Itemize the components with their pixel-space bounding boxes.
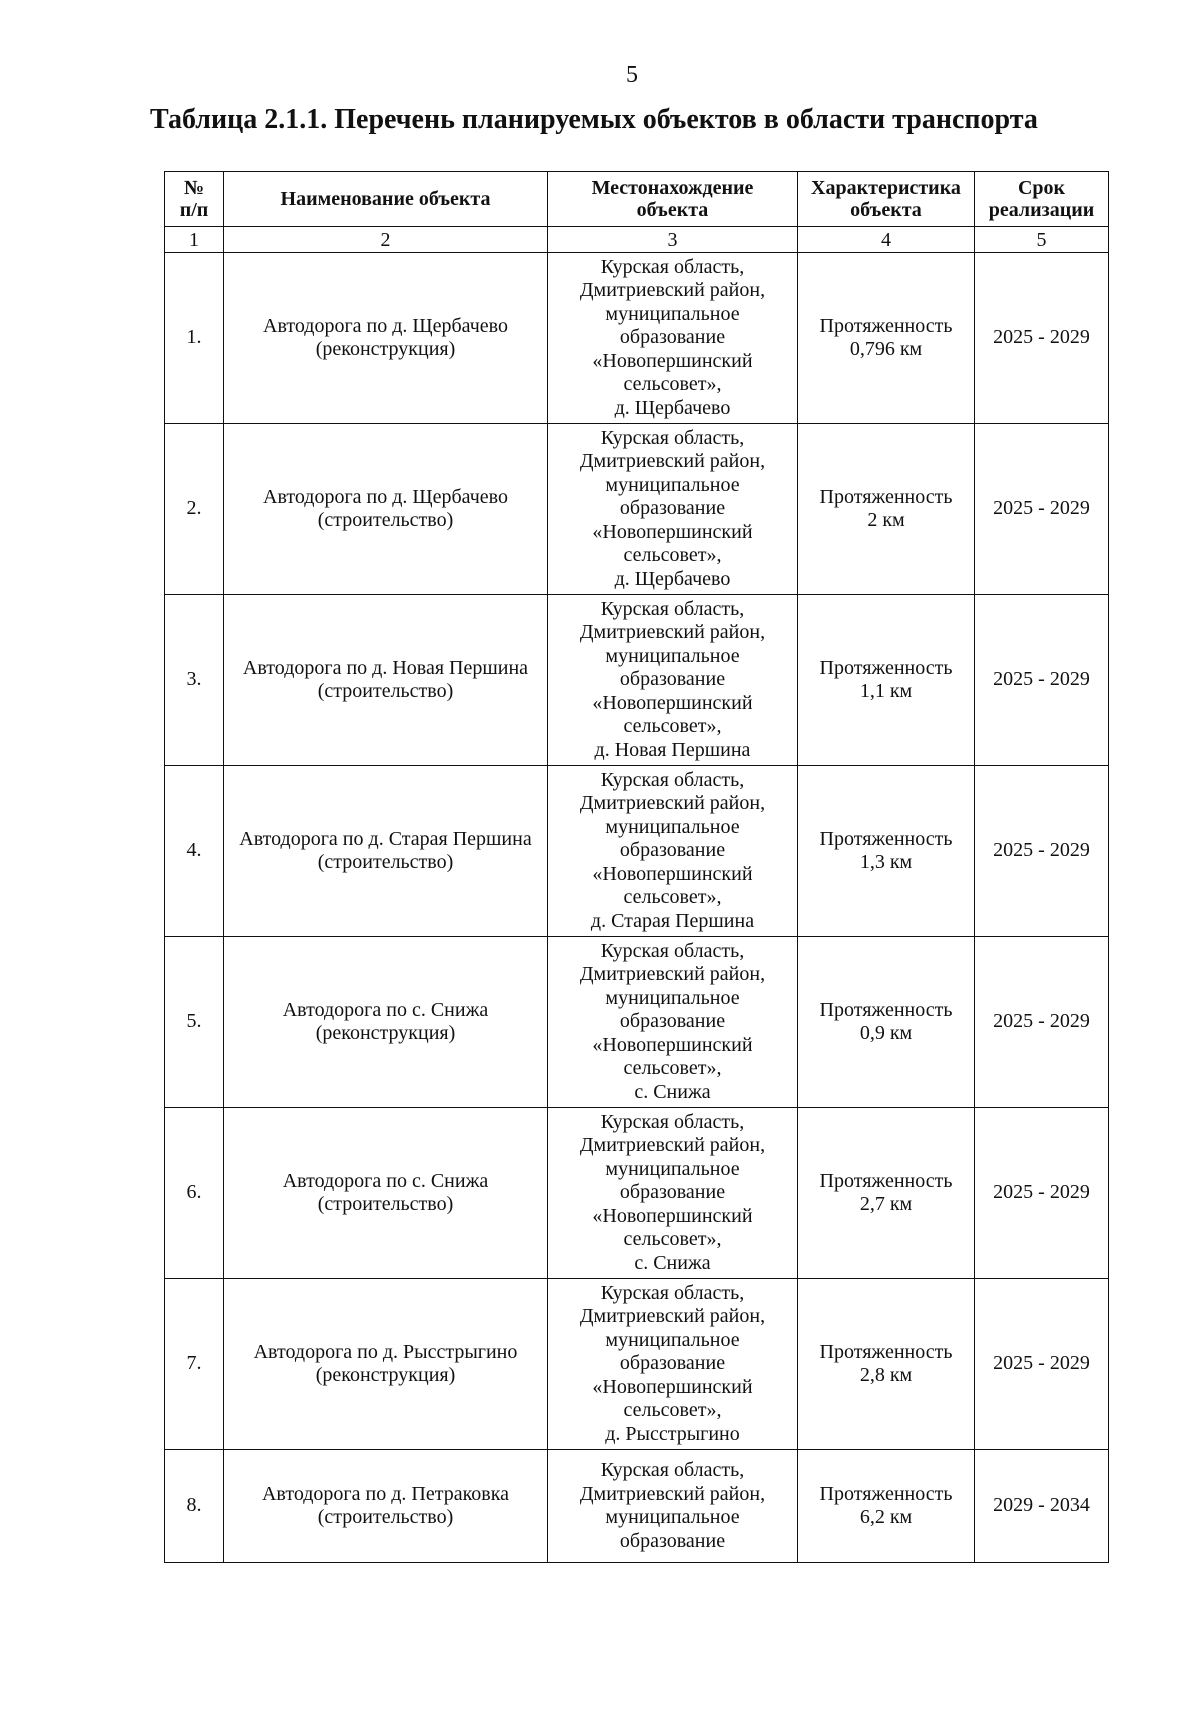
table-row [165, 253, 1109, 424]
row-number: 5. [165, 937, 224, 1108]
object-name: Автодорога по д. Щербачево (реконструкция) [224, 253, 548, 424]
object-characteristic: Протяженность 2 км [798, 424, 975, 595]
header-name: Наименование объекта [224, 172, 548, 227]
table-row [165, 1279, 1109, 1450]
row-number: 4. [165, 766, 224, 937]
transport-objects-table [164, 171, 1109, 1563]
implementation-period: 2025 - 2029 [975, 253, 1109, 424]
column-number: 3 [548, 227, 798, 253]
object-location: Курская область, Дмитриевский район, муниципальное образование [548, 1450, 798, 1563]
table-row [165, 424, 1109, 595]
object-characteristic: Протяженность 2,8 км [798, 1279, 975, 1450]
implementation-period: 2025 - 2029 [975, 1279, 1109, 1450]
object-name: Автодорога по с. Снижа (строительство) [224, 1108, 548, 1279]
table-row [165, 1450, 1109, 1563]
row-number: 6. [165, 1108, 224, 1279]
row-number: 2. [165, 424, 224, 595]
column-number: 4 [798, 227, 975, 253]
implementation-period: 2025 - 2029 [975, 1108, 1109, 1279]
object-location: Курская область, Дмитриевский район, муниципальное образование «Новопершинский сельсовет», с. Снижа [548, 937, 798, 1108]
object-name: Автодорога по д. Щербачево (строительство) [224, 424, 548, 595]
table-title: Таблица 2.1.1. Перечень планируемых объектов в области транспорта [150, 104, 1038, 135]
table-row [165, 1108, 1109, 1279]
header-period: Срок реализации [975, 172, 1109, 227]
column-number: 1 [165, 227, 224, 253]
object-characteristic: Протяженность 1,1 км [798, 595, 975, 766]
implementation-period: 2025 - 2029 [975, 766, 1109, 937]
implementation-period: 2025 - 2029 [975, 424, 1109, 595]
column-number: 2 [224, 227, 548, 253]
table-row [165, 595, 1109, 766]
table-row [165, 937, 1109, 1108]
object-location: Курская область, Дмитриевский район, муниципальное образование «Новопершинский сельсовет», д. Щербачево [548, 253, 798, 424]
table-row [165, 766, 1109, 937]
object-name: Автодорога по д. Рысстрыгино (реконструкция) [224, 1279, 548, 1450]
object-location: Курская область, Дмитриевский район, муниципальное образование «Новопершинский сельсовет», с. Снижа [548, 1108, 798, 1279]
column-number: 5 [975, 227, 1109, 253]
row-number: 8. [165, 1450, 224, 1563]
object-name: Автодорога по с. Снижа (реконструкция) [224, 937, 548, 1108]
object-characteristic: Протяженность 2,7 км [798, 1108, 975, 1279]
header-number: № п/п [165, 172, 224, 227]
implementation-period: 2025 - 2029 [975, 937, 1109, 1108]
implementation-period: 2029 - 2034 [975, 1450, 1109, 1563]
object-characteristic: Протяженность 0,9 км [798, 937, 975, 1108]
row-number: 1. [165, 253, 224, 424]
implementation-period: 2025 - 2029 [975, 595, 1109, 766]
object-name: Автодорога по д. Старая Першина (строительство) [224, 766, 548, 937]
row-number: 7. [165, 1279, 224, 1450]
object-location: Курская область, Дмитриевский район, муниципальное образование «Новопершинский сельсовет», д. Новая Першина [548, 595, 798, 766]
object-location: Курская область, Дмитриевский район, муниципальное образование «Новопершинский сельсовет», д. Старая Першина [548, 766, 798, 937]
row-number: 3. [165, 595, 224, 766]
object-characteristic: Протяженность 1,3 км [798, 766, 975, 937]
header-characteristic: Характеристика объекта [798, 172, 975, 227]
header-location: Местонахождение объекта [548, 172, 798, 227]
object-location: Курская область, Дмитриевский район, муниципальное образование «Новопершинский сельсовет», д. Рысстрыгино [548, 1279, 798, 1450]
object-characteristic: Протяженность 0,796 км [798, 253, 975, 424]
object-name: Автодорога по д. Петраковка (строительство) [224, 1450, 548, 1563]
header-row [165, 172, 1109, 227]
page-number: 5 [626, 62, 638, 88]
table-body [165, 253, 1109, 1563]
object-characteristic: Протяженность 6,2 км [798, 1450, 975, 1563]
object-name: Автодорога по д. Новая Першина (строительство) [224, 595, 548, 766]
column-number-row [165, 227, 1109, 253]
object-location: Курская область, Дмитриевский район, муниципальное образование «Новопершинский сельсовет», д. Щербачево [548, 424, 798, 595]
